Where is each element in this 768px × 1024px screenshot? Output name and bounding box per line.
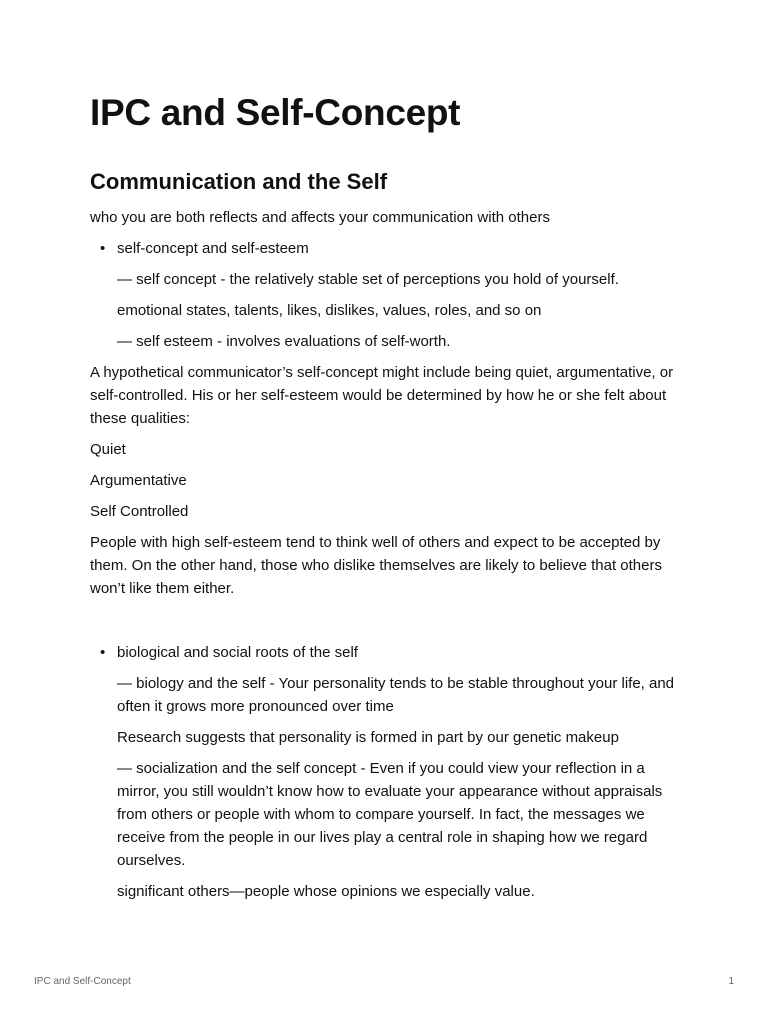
bullet-marker: • — [100, 240, 106, 257]
bullet-label: biological and social roots of the self — [117, 644, 358, 661]
sub-paragraph: — self concept - the relatively stable set of perceptions you hold of yourself. — [117, 271, 619, 288]
quality-item: Quiet — [90, 441, 126, 458]
sub-paragraph: Research suggests that personality is formed in part by our genetic makeup — [117, 729, 619, 746]
footer-title: IPC and Self-Concept — [34, 976, 131, 987]
body-paragraph: A hypothetical communicator’s self-concept might include being quiet, argumentative, or self-controlled. His or her self-esteem would be determined by how he or she felt about these qualities: — [90, 364, 674, 427]
page-title: IPC and Self-Concept — [90, 92, 461, 133]
intro-paragraph: who you are both reflects and affects your communication with others — [90, 209, 550, 226]
sub-paragraph: — socialization and the self concept - Even if you could view your reflection in a mirror, you still wouldn’t know how to evaluate your appearance without appraisals from others or people with whom to compare yourself. In fact, the messages we receive from the people in our lives play a central role in shaping how we regard ourselves. — [117, 760, 663, 869]
sub-paragraph: — biology and the self - Your personality tends to be stable throughout your life, and often it grows more pronounced over time — [117, 675, 675, 715]
bullet-item — [90, 237, 680, 260]
page-number: 1 — [728, 976, 734, 987]
body-paragraph: People with high self-esteem tend to think well of others and expect to be accepted by them. On the other hand, those who dislike themselves are likely to believe that others won’t like them either. — [90, 534, 662, 597]
spacer — [90, 608, 680, 641]
sub-paragraph: emotional states, talents, likes, dislikes, values, roles, and so on — [117, 302, 542, 319]
quality-item: Self Controlled — [90, 503, 189, 520]
section-heading: Communication and the Self — [90, 169, 388, 194]
sub-paragraph: significant others—people whose opinions we especially value. — [117, 883, 535, 900]
quality-item: Argumentative — [90, 472, 187, 489]
bullet-item — [90, 641, 680, 664]
bullet-label: self-concept and self-esteem — [117, 240, 309, 257]
page-footer — [34, 976, 734, 987]
bullet-marker: • — [100, 644, 106, 661]
sub-paragraph: — self esteem - involves evaluations of self-worth. — [117, 333, 451, 350]
body-content — [90, 206, 680, 911]
